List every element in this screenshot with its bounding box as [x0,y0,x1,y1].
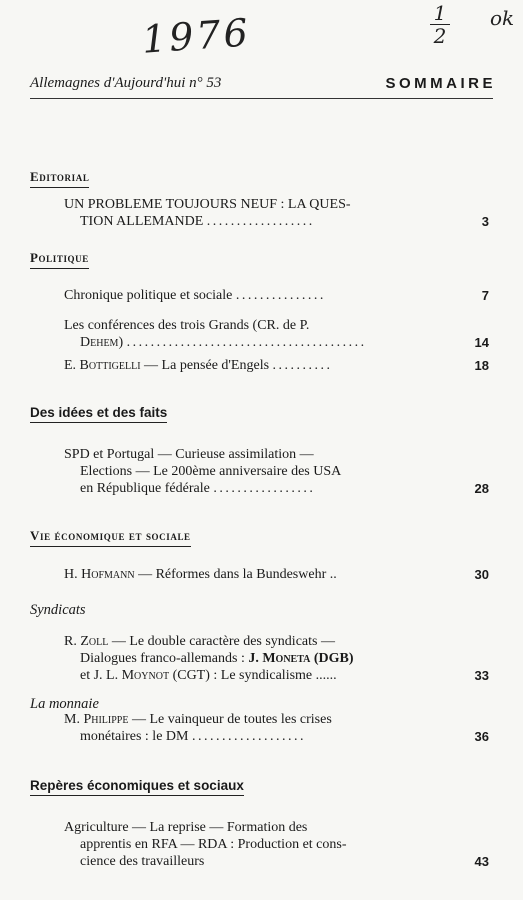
entry-line: Chronique politique et sociale ............... [64,288,326,303]
section-syndicats: Syndicats [30,602,86,618]
sommaire-heading: SOMMAIRE [385,75,496,92]
entry-line: apprentis en RFA — RDA : Production et cons- [80,837,347,852]
section-idees: Des idées et des faits [30,405,167,423]
entry-line: H. Hofmann — Réformes dans la Bundeswehr .. [64,567,337,582]
toc-entry-bundeswehr[interactable] [64,566,503,583]
page-number: 33 [474,668,489,683]
entry-line: en République fédérale ................. [80,481,316,496]
page-number: 36 [474,729,489,744]
entry-line: Elections — Le 200ème anniversaire des USA [80,464,342,479]
page-number: 30 [474,567,489,582]
toc-entry-conferences[interactable] [64,317,503,351]
toc-entry-engels[interactable] [64,357,503,374]
page-number: 28 [474,481,489,496]
section-politique: Politique [30,250,89,269]
toc-entry-chronique[interactable] [64,287,503,304]
page-number: 18 [474,358,489,373]
toc-entry-syndicats[interactable] [64,633,503,684]
toc-entry-spd[interactable] [64,446,503,497]
entry-line: Agriculture — La reprise — Formation des [64,820,308,835]
toc-entry-monnaie[interactable] [64,711,503,745]
entry-line: TION ALLEMANDE .................. [80,214,315,229]
entry-line: R. Zoll — Le double caractère des syndicats — [64,634,335,649]
handwritten-year: 1976 [140,10,253,62]
entry-line: SPD et Portugal — Curieuse assimilation — [64,447,314,462]
entry-line: cience des travailleurs [80,854,205,869]
section-monnaie: La monnaie [30,696,99,712]
fraction-denominator: 2 [433,24,447,48]
section-reperes: Repères économiques et sociaux [30,778,244,796]
journal-title: Allemagnes d'Aujourd'hui n° 53 [30,75,222,91]
page-header [30,75,496,95]
page-number: 14 [474,335,489,350]
entry-line: E. Bottigelli — La pensée d'Engels .......... [64,358,333,373]
handwritten-fraction [430,1,450,48]
entry-line: UN PROBLEME TOUJOURS NEUF : LA QUES- [64,197,351,212]
page-number: 43 [474,854,489,869]
entry-line: monétaires : le DM ................... [80,729,306,744]
page-number: 7 [481,288,489,303]
entry-line: Dehem) ........................................ [80,335,367,350]
header-rule [30,98,493,99]
entry-line: et J. L. Moynot (CGT) : Le syndicalisme ...... [80,668,337,683]
entry-line: Les conférences des trois Grands (CR. de P. [64,318,310,333]
section-vie: Vie économique et sociale [30,528,191,547]
entry-line: M. Philippe — Le vainqueur de toutes les crises [64,712,332,727]
page-number: 3 [481,214,489,229]
handwritten-ok: ok [490,6,515,30]
entry-line: Dialogues franco-allemands : J. Moneta (DGB) [80,651,354,666]
toc-entry-agriculture[interactable] [64,819,503,870]
toc-entry-editorial[interactable] [64,196,503,230]
section-editorial: Editorial [30,169,89,188]
fraction-numerator: 1 [433,1,447,25]
